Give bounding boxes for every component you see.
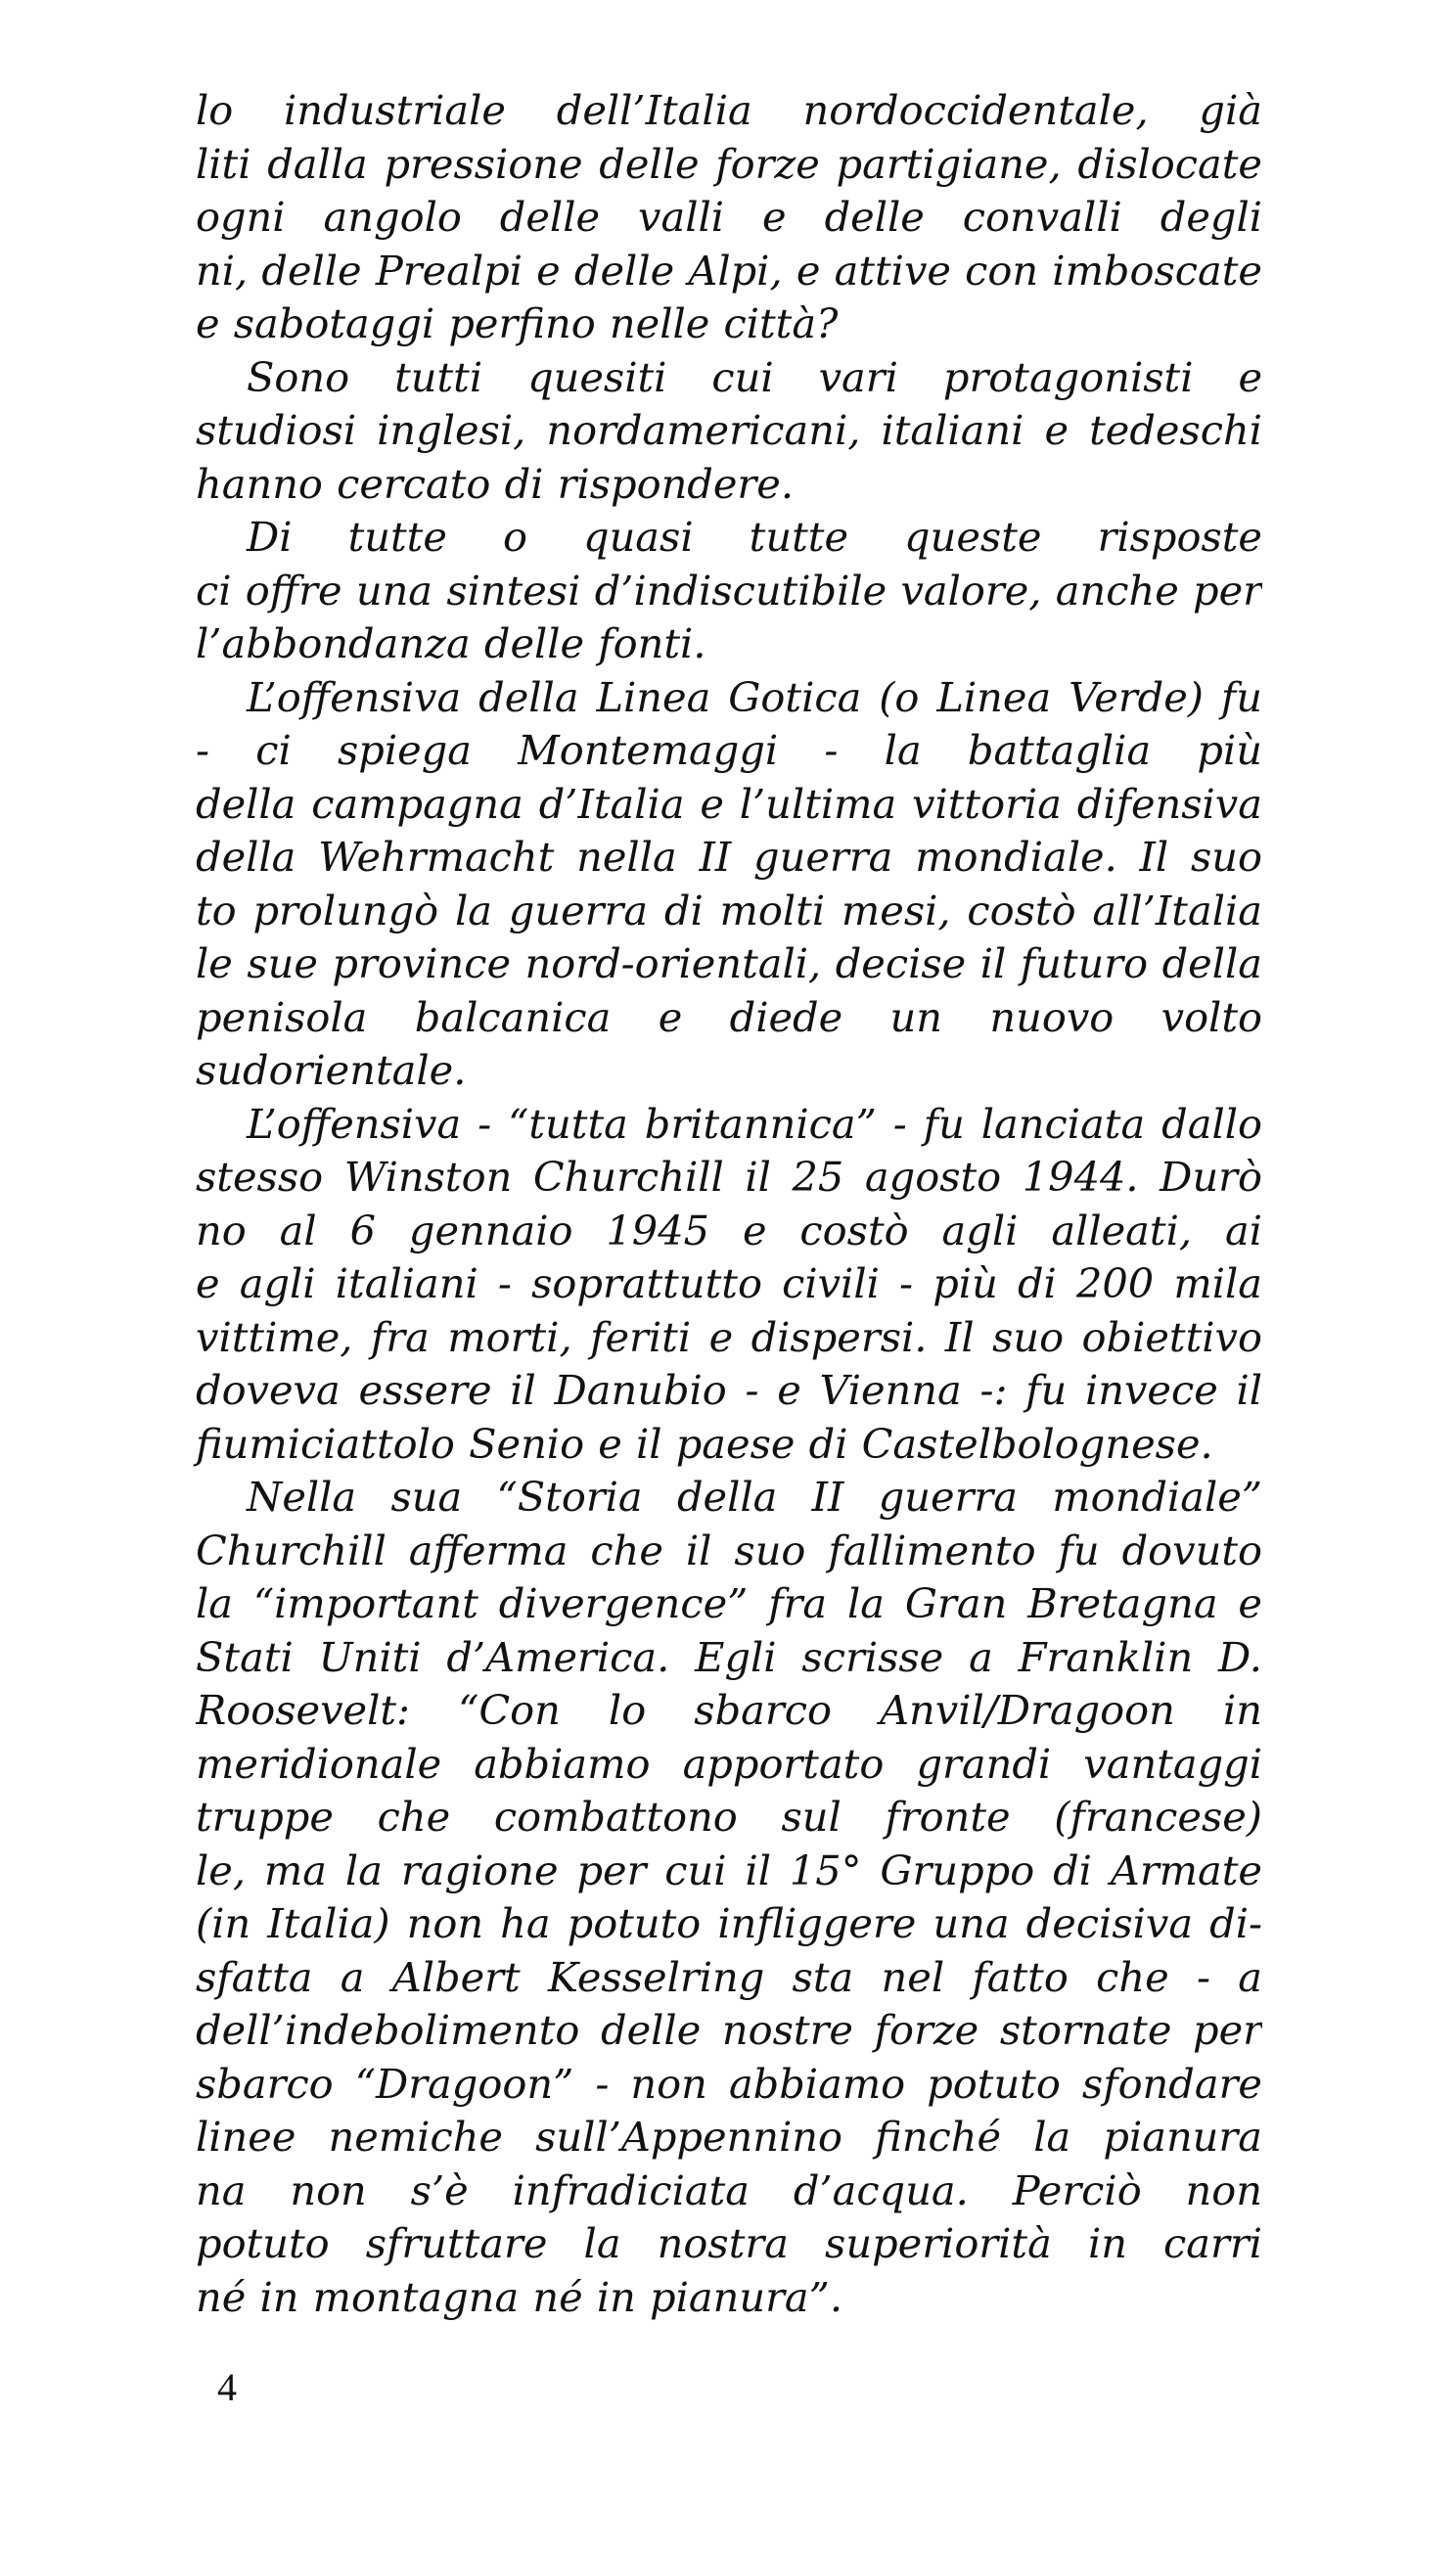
body-text (196, 84, 1262, 2324)
text-line: linee nemiche sull’Appennino finché la pianura (196, 2113, 1262, 2161)
text-line: e agli italiani - soprattutto civili - più di 200 mila (196, 1259, 1262, 1307)
text-line: Stati Uniti d’America. Egli scrisse a Franklin D. (196, 1632, 1262, 1681)
page-number: 4 (217, 2365, 237, 2409)
text-line: sudorientale. (196, 1046, 467, 1094)
text-line: né in montagna né in pianura”. (196, 2272, 843, 2321)
text-line: Nella sua “Storia della II guerra mondiale” (247, 1473, 1262, 1521)
text-line: doveva essere il Danubio - e Vienna -: fu invece il (196, 1366, 1262, 1414)
text-line: della campagna d’Italia e l’ultima vittoria difensiva (196, 779, 1262, 828)
text-line: ci offre una sintesi d’indiscutibile valore, anche per (196, 566, 1262, 615)
text-line: le, ma la ragione per cui il 15° Gruppo di Armate (196, 1845, 1262, 1894)
text-line: potuto sfruttare la nostra superiorità in carri (196, 2219, 1262, 2267)
text-line: (in Italia) non ha potuto infliggere una decisiva di- (196, 1899, 1262, 1947)
text-line: stesso Winston Churchill il 25 agosto 1944. Durò (196, 1153, 1262, 1201)
text-line: Roosevelt: “Con lo sbarco Anvil/Dragoon in (196, 1686, 1262, 1734)
text-line: Sono tutti quesiti cui vari protagonisti e (247, 352, 1262, 401)
text-line: sbarco “Dragoon” - non abbiamo potuto sfondare (196, 2059, 1262, 2108)
text-line: studiosi inglesi, nordamericani, italiani e tedeschi (196, 406, 1262, 454)
text-line: sfatta a Albert Kesselring sta nel fatto che - a (196, 1952, 1262, 2001)
text-line: hanno cercato di rispondere. (196, 459, 795, 508)
text-line: liti dalla pressione delle forze partigiane, dislocate (196, 139, 1262, 188)
text-line: Di tutte o quasi tutte queste risposte (247, 513, 1262, 561)
text-line: - ci spiega Montemaggi - la battaglia più (196, 726, 1262, 774)
text-line: le sue province nord-orientali, decise il futuro della (196, 939, 1262, 987)
text-line: vittime, fra morti, feriti e dispersi. Il suo obiettivo (196, 1312, 1262, 1361)
text-line: fiumiciattolo Senio e il paese di Castelbolognese. (196, 1419, 1213, 1468)
text-line: l’abbondanza delle fonti. (196, 619, 706, 667)
text-line: truppe che combattono sul fronte (francese) (196, 1793, 1262, 1841)
text-line: penisola balcanica e diede un nuovo volto (196, 992, 1262, 1041)
text-line: Churchill afferma che il suo fallimento fu dovuto (196, 1526, 1262, 1574)
text-line: L’offensiva della Linea Gotica (o Linea Verde) fu (247, 672, 1262, 721)
text-line: no al 6 gennaio 1945 e costò agli alleati, ai (196, 1206, 1262, 1254)
text-line: dell’indebolimento delle nostre forze stornate per (196, 2006, 1262, 2054)
text-line: na non s’è infradiciata d’acqua. Perciò non (196, 2165, 1262, 2214)
text-line: L’offensiva - “tutta britannica” - fu lanciata dallo (247, 1099, 1262, 1148)
text-line: della Wehrmacht nella II guerra mondiale. Il suo (196, 833, 1262, 881)
text-line: to prolungò la guerra di molti mesi, costò all’Italia (196, 886, 1262, 934)
text-line: la “important divergence” fra la Gran Bretagna e (196, 1579, 1262, 1627)
text-line: lo industriale dell’Italia nordoccidentale, già (196, 86, 1262, 134)
text-line: e sabotaggi perfino nelle città? (196, 299, 839, 347)
text-line: ogni angolo delle valli e delle convalli degli (196, 193, 1262, 241)
text-line: meridionale abbiamo apportato grandi vantaggi (196, 1739, 1262, 1788)
text-line: ni, delle Prealpi e delle Alpi, e attive con imboscate (196, 246, 1262, 295)
